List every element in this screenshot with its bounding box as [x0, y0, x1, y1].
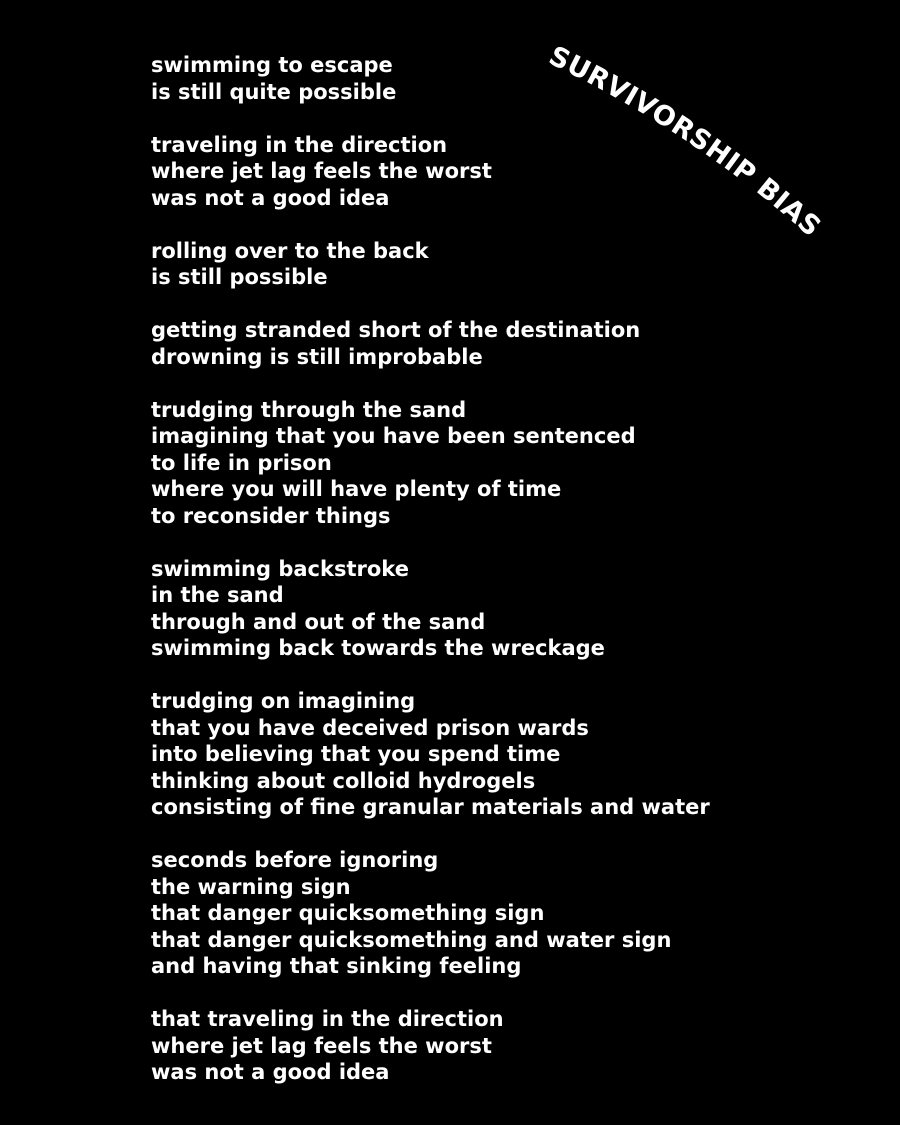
poem-line: to life in prison: [151, 450, 332, 475]
poem-line: into believing that you spend time: [151, 742, 561, 766]
poem-line: trudging on imagining: [151, 689, 416, 713]
poem-line: that danger quicksomething and water sign: [151, 927, 672, 952]
poem-line: that you have deceived prison wards: [151, 715, 589, 740]
poem-line: where you will have plenty of time: [151, 477, 562, 501]
poem-line: was not a good idea: [151, 185, 390, 210]
stanza: [151, 397, 811, 530]
stanza: [151, 317, 811, 370]
poem-line: thinking about colloid hydrogels: [151, 768, 536, 793]
poem-line: was not a good idea: [151, 1060, 390, 1084]
stanza: [151, 556, 811, 662]
stanza: [151, 688, 811, 821]
stanza: [151, 132, 811, 212]
poem-line: where jet lag feels the worst: [151, 1033, 492, 1058]
stanza: [151, 52, 811, 105]
poem-line: swimming to escape: [151, 53, 393, 77]
poem-line: that danger quicksomething sign: [151, 901, 545, 925]
stanza: [151, 238, 811, 291]
poem-title-path: SURVIVORSHIP BIAS: [543, 40, 827, 244]
poem-line: is still quite possible: [151, 79, 397, 104]
poem-line: consisting of fine granular materials and water: [151, 795, 710, 819]
poem-line: and having that sinking feeling: [151, 954, 522, 978]
stanza: [151, 847, 811, 980]
poem-line: getting stranded short of the destination: [151, 318, 641, 342]
poem-line: swimming backstroke: [151, 556, 409, 581]
poem-line: to reconsider things: [151, 503, 391, 528]
poem-body: [151, 52, 811, 1112]
poem-line: rolling over to the back: [151, 238, 429, 263]
poem-line: where jet lag feels the worst: [151, 159, 492, 183]
poem-line: through and out of the sand: [151, 609, 486, 634]
poem-line: seconds before ignoring: [151, 848, 439, 872]
poem-line: traveling in the direction: [151, 132, 448, 157]
poem-line: imagining that you have been sentenced: [151, 424, 636, 448]
poem-line: in the sand: [151, 583, 284, 607]
stanza: [151, 1006, 811, 1086]
poem-line: the warning sign: [151, 874, 351, 899]
poem-line: trudging through the sand: [151, 397, 467, 422]
poem-line: drowning is still improbable: [151, 344, 483, 369]
poem-line: is still possible: [151, 265, 328, 289]
poem-line: swimming back towards the wreckage: [151, 636, 605, 660]
poem-line: that traveling in the direction: [151, 1007, 504, 1031]
